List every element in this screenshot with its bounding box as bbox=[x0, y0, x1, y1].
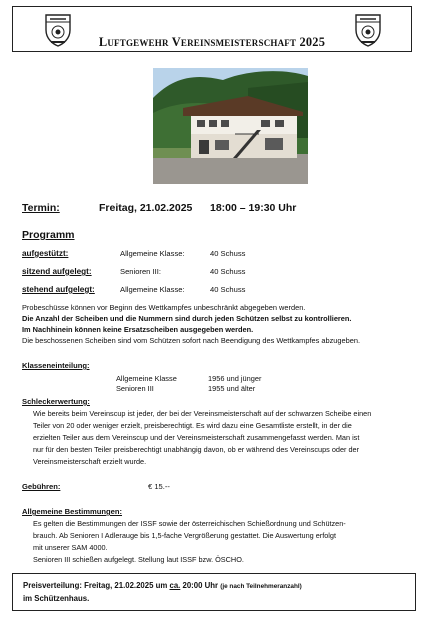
klassen-name: Allgemeine Klasse bbox=[116, 374, 177, 383]
schlecker-text: Wie bereits beim Vereinscup ist jeder, der bei der Vereinsmeisterschaft auf der schwarzen Scheibe einen bbox=[33, 409, 372, 418]
programm-note: Probeschüsse können vor Beginn des Wettkampfes unbeschränkt abgegeben werden. bbox=[22, 303, 306, 312]
schlecker-text: Teiler von 20 oder weniger erzielt, preisberechtigt. Es wird dazu eine Gesamtliste erstellt, in der die bbox=[33, 421, 352, 430]
programm-class: Senioren III: bbox=[120, 267, 161, 276]
preisverteilung-location: im Schützenhaus. bbox=[23, 594, 90, 603]
schleckerwertung-heading: Schleckerwertung: bbox=[22, 397, 90, 406]
programm-note: Die Anzahl der Scheiben und die Nummern sind durch jeden Schützen selbst zu kontrollieren. bbox=[22, 314, 352, 323]
schuetzenhaus-photo bbox=[153, 68, 308, 184]
klasseneinteilung-heading: Klasseneinteilung: bbox=[22, 361, 90, 370]
termin-time: 18:00 – 19:30 Uhr bbox=[210, 202, 297, 214]
preisverteilung-box bbox=[12, 573, 416, 611]
header-box bbox=[12, 6, 412, 52]
preisverteilung-time: 20:00 Uhr bbox=[180, 581, 221, 590]
programm-note: Die beschossenen Scheiben sind vom Schützen sofort nach Beendigung des Wettkampfes abzugeben. bbox=[22, 336, 360, 345]
bestimmungen-text: Es gelten die Bestimmungen der ISSF sowie der österreichischen Schießordnung und Schützen- bbox=[33, 519, 346, 528]
programm-heading: Programm bbox=[22, 229, 75, 241]
schlecker-text: erzielten Teiler aus dem Vereinscup und der Vereinsmeisterschaft zusammengefasst werden. Man ist bbox=[33, 433, 360, 442]
bestimmungen-text: Senioren III schießen aufgelegt. Stellung laut ISSF bzw. ÖSCHO. bbox=[33, 555, 244, 564]
bestimmungen-text: mit unserer SAM 4000. bbox=[33, 543, 108, 552]
termin-date: Freitag, 21.02.2025 bbox=[99, 202, 193, 214]
preisverteilung-prefix: Preisverteilung: Freitag, 21.02.2025 um bbox=[23, 581, 170, 590]
programm-type: aufgestützt: bbox=[22, 249, 69, 258]
preisverteilung-note: (je nach Teilnehmeranzahl) bbox=[220, 583, 302, 590]
preisverteilung-ca: ca. bbox=[169, 581, 181, 590]
programm-count: 40 Schuss bbox=[210, 249, 246, 258]
schlecker-text: Vereinsmeisterschaft erzielt wurde. bbox=[33, 457, 147, 466]
programm-type: sitzend aufgelegt: bbox=[22, 267, 92, 276]
bestimmungen-text: brauch. Ab Senioren I Adlerauge bis 1,5-fache Vergrößerung gestattet. Die Auswertung erfolgt bbox=[33, 531, 337, 540]
gebuehren-value: € 15.-- bbox=[148, 482, 170, 491]
programm-type: stehend aufgelegt: bbox=[22, 285, 95, 294]
termin-label: Termin: bbox=[22, 202, 60, 214]
programm-class: Allgemeine Klasse: bbox=[120, 249, 185, 258]
klassen-age: 1955 und älter bbox=[208, 384, 256, 393]
preisverteilung-line bbox=[23, 581, 302, 590]
programm-count: 40 Schuss bbox=[210, 267, 246, 276]
klassen-name: Senioren III bbox=[116, 384, 154, 393]
gebuehren-label: Gebühren: bbox=[22, 482, 61, 491]
klassen-age: 1956 und jünger bbox=[208, 374, 262, 383]
schlecker-text: nur für den besten Teiler preisberechtigt unabhängig davon, ob er während des Vereinscups oder der bbox=[33, 445, 360, 454]
programm-class: Allgemeine Klasse: bbox=[120, 285, 185, 294]
bestimmungen-heading: Allgemeine Bestimmungen: bbox=[22, 507, 123, 516]
page-title: Luftgewehr Vereinsmeisterschaft 2025 bbox=[98, 35, 326, 49]
programm-count: 40 Schuss bbox=[210, 285, 246, 294]
programm-note: Im Nachhinein können keine Ersatzscheiben ausgegeben werden. bbox=[22, 325, 254, 334]
